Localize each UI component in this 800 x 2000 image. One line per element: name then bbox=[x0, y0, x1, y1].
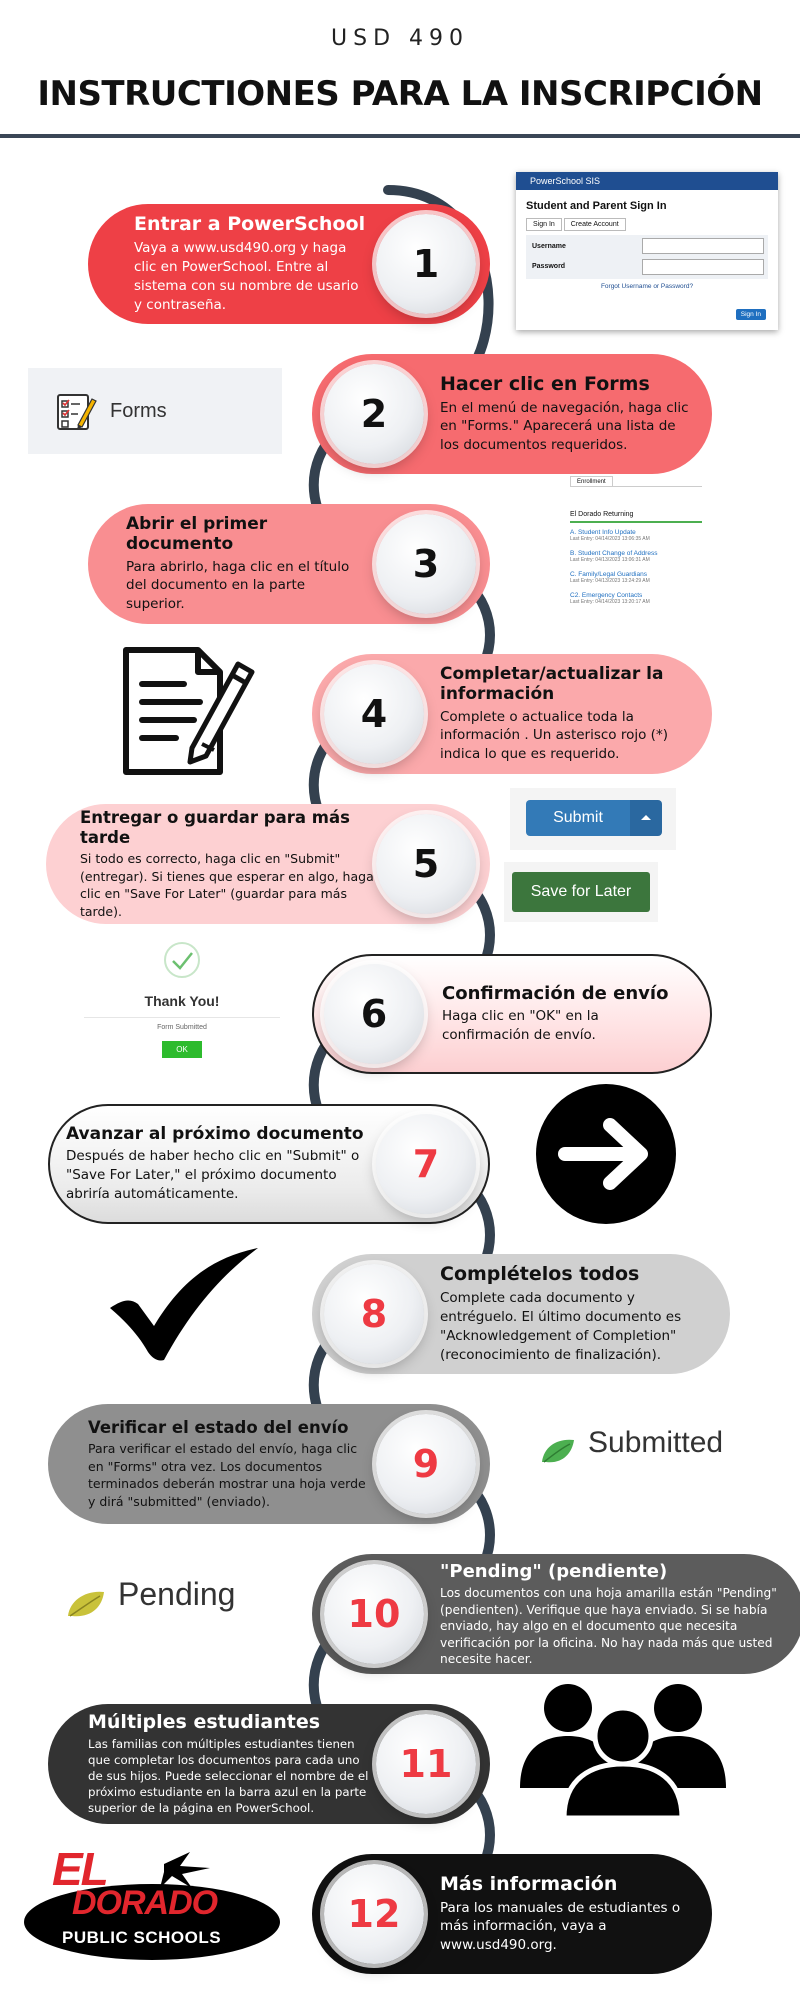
el-dorado-logo bbox=[14, 1842, 284, 1962]
enrollment-tab[interactable]: Enrollment bbox=[570, 476, 613, 487]
doc-entry: Last Entry: 04/13/2023 13:24:29 AM bbox=[570, 578, 650, 584]
step-9-number: 9 bbox=[376, 1414, 476, 1514]
step-6-title: Confirmación de envío bbox=[442, 982, 669, 1004]
powerschool-signin-card bbox=[516, 172, 778, 330]
step-9-body: Para verificar el estado del envío, haga clic en "Forms" otra vez. Los documentos terminados deberán mostrar una hoja verde y dirá "submitted" (enviado). bbox=[88, 1441, 366, 1509]
step-1-body: Vaya a www.usd490.org y haga clic en PowerSchool. Entre al sistema con su nombre de usario y contraseña. bbox=[134, 240, 359, 313]
forgot-link[interactable]: Forgot Username or Password? bbox=[600, 283, 694, 290]
step-2-title: Hacer clic en Forms bbox=[440, 372, 650, 395]
step-3-body: Para abrirlo, haga clic en el título del documento en la parte superior. bbox=[126, 558, 350, 613]
step-10-body: Los documentos con una hoja amarilla están "Pending" (pendienten). Verifique que haya enviado. Si se había enviado, hay algo en el documento que necesita verificación por la oficina. No hay nada más que usted necesite hacer. bbox=[440, 1586, 777, 1666]
submit-dropdown[interactable] bbox=[630, 800, 662, 836]
powerschool-brand: PowerSchool SIS bbox=[516, 172, 778, 190]
username-label: Username bbox=[532, 243, 566, 250]
doc-item[interactable]: A. Student Info Update bbox=[570, 529, 636, 536]
username-input[interactable] bbox=[642, 238, 764, 254]
page-title: INSTRUCTIONES PARA LA INSCRIPCIÓN bbox=[37, 74, 763, 114]
doc-entry: Last Entry: 04/14/2023 13:06:35 AM bbox=[570, 536, 650, 542]
logo-line3: PUBLIC SCHOOLS bbox=[62, 1928, 222, 1947]
ok-button[interactable]: OK bbox=[162, 1041, 202, 1058]
step-8-number: 8 bbox=[324, 1264, 424, 1364]
save-for-later-button[interactable]: Save for Later bbox=[512, 872, 650, 912]
step-11-number: 11 bbox=[376, 1714, 476, 1814]
step-5-title: Entregar o guardar para más tarde bbox=[80, 807, 350, 847]
step-7-number: 7 bbox=[376, 1114, 476, 1214]
submitted-status: Submitted bbox=[588, 1426, 724, 1459]
yellow-leaf-icon bbox=[66, 1588, 106, 1620]
signin-button[interactable]: Sign In bbox=[736, 309, 766, 320]
step-8-title: Complételos todos bbox=[440, 1263, 640, 1286]
thank-you-heading: Thank You! bbox=[144, 993, 220, 1009]
forms-nav-item bbox=[28, 368, 282, 454]
step-4-number: 4 bbox=[324, 664, 424, 764]
tab-create-account[interactable]: Create Account bbox=[564, 218, 626, 231]
check-circle-icon bbox=[162, 940, 202, 980]
tab-signin[interactable]: Sign In bbox=[526, 218, 562, 231]
step-3-number: 3 bbox=[376, 514, 476, 614]
confirmation-dialog bbox=[84, 936, 280, 1066]
pending-status: Pending bbox=[118, 1576, 236, 1612]
step-4-body: Complete o actualice toda la información . Un asterisco rojo (*) indica lo que es requerido. bbox=[440, 708, 668, 763]
step-10-number: 10 bbox=[324, 1564, 424, 1664]
step-11-title: Múltiples estudiantes bbox=[88, 1711, 321, 1734]
step-7-title: Avanzar al próximo documento bbox=[66, 1123, 364, 1144]
step-7-body: Después de haber hecho clic en "Submit" o "Save For Later," el próximo documento abriría automáticamente. bbox=[66, 1148, 360, 1203]
doc-item[interactable]: C2. Emergency Contacts bbox=[570, 592, 643, 599]
document-list bbox=[570, 476, 702, 634]
doc-entry: Last Entry: 04/14/2023 13:20:17 AM bbox=[570, 599, 650, 605]
step-5-body: Si todo es correcto, haga clic en "Submit" (entregar). Si tienes que esperar en algo, haga clic en "Save For Later" (guardar para más tarde). bbox=[80, 851, 374, 919]
group-people-icon bbox=[520, 1678, 726, 1818]
step-6-number: 6 bbox=[324, 964, 424, 1064]
step-5-number: 5 bbox=[376, 814, 476, 914]
step-11-body: Las familias con múltiples estudiantes tienen que completar los documentos para cada uno de sus hijos. Puede seleccionar el nombre de el próximo estudiante en la barra azul en la parte superior de la página en PowerSchool. bbox=[88, 1737, 369, 1815]
forms-label[interactable]: Forms bbox=[110, 399, 167, 422]
logo-line2: DORADO bbox=[72, 1884, 218, 1922]
step-12-title: Más información bbox=[440, 1872, 618, 1895]
checkmark-icon bbox=[108, 1246, 260, 1362]
password-label: Password bbox=[532, 263, 566, 270]
step-6-body: Haga clic en "OK" en la confirmación de envío. bbox=[442, 1008, 599, 1044]
logo-line1: EL bbox=[52, 1843, 107, 1895]
district-name: USD 490 bbox=[331, 26, 469, 51]
form-submitted-text: Form Submitted bbox=[157, 1024, 207, 1031]
document-pen-icon bbox=[120, 644, 256, 780]
step-12-body: Para los manuales de estudiantes o más información, vaya a www.usd490.org. bbox=[440, 1899, 681, 1954]
step-2-body: En el menú de navegación, haga clic en "Forms." Aparecerá una lista de los documentos requeridos. bbox=[440, 399, 689, 454]
step-3-title: Abrir el primer documento bbox=[126, 513, 268, 555]
doc-item[interactable]: B. Student Change of Address bbox=[570, 550, 658, 557]
step-2-number: 2 bbox=[324, 364, 424, 464]
step-12-number: 12 bbox=[324, 1864, 424, 1964]
password-input[interactable] bbox=[642, 259, 764, 275]
doc-entry: Last Entry: 04/13/2023 13:06:31 AM bbox=[570, 557, 650, 563]
group-heading: El Dorado Returning bbox=[570, 511, 702, 523]
caret-up-icon bbox=[630, 800, 662, 836]
arrow-right-circle-icon bbox=[535, 1083, 677, 1225]
step-1-title: Entrar a PowerSchool bbox=[134, 213, 366, 236]
forms-icon bbox=[54, 389, 98, 433]
step-8-body: Complete cada documento y entréguelo. El último documento es "Acknowledgement of Completion" (reconocimiento de finalización). bbox=[440, 1290, 682, 1363]
step-10-title: "Pending" (pendiente) bbox=[440, 1560, 668, 1582]
step-1-number: 1 bbox=[376, 214, 476, 314]
submit-button[interactable]: Submit bbox=[526, 800, 630, 836]
green-leaf-icon bbox=[540, 1436, 576, 1466]
signin-heading: Student and Parent Sign In bbox=[526, 200, 667, 212]
doc-item[interactable]: C. Family/Legal Guardians bbox=[570, 571, 647, 578]
step-4-title: Completar/actualizar la información bbox=[440, 663, 664, 705]
step-9-title: Verificar el estado del envío bbox=[88, 1417, 349, 1437]
